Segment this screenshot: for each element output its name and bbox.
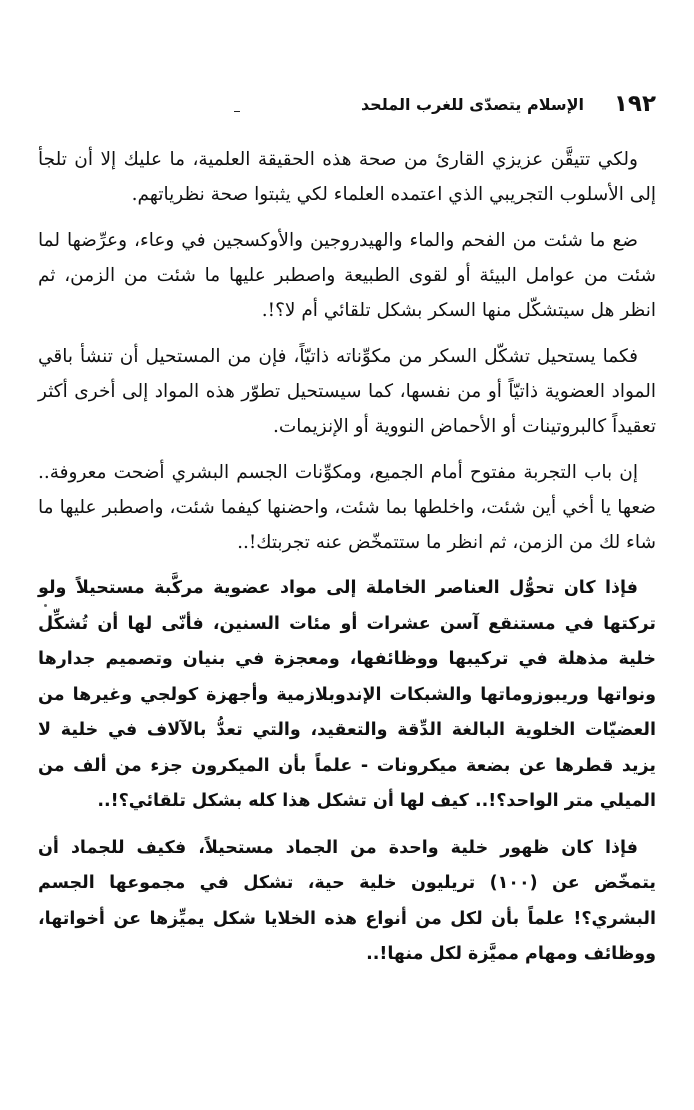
page-body [38,142,656,984]
print-speck [44,604,47,607]
paragraph-1: ولكي تتيقَّن عزيزي القارئ من صحة هذه الحقيقة العلمية، ما عليك إلا أن تلجأ إلى الأسلوب التجريبي الذي اعتمده العلماء لكي يثبتوا صحة نظرياتهم. [38,149,656,205]
paragraph-2: ضع ما شئت من الفحم والماء والهيدروجين والأوكسجين في وعاء، وعرِّضها لما شئت من عوامل البيئة أو لقوى الطبيعة واصطبر عليها ما شئت من الزمن، ثم انظر هل سيتشكّل منها السكر بشكل تلقائي أم لا؟!. [38,230,656,321]
page-header [34,88,656,122]
paragraph-4: إن باب التجربة مفتوح أمام الجميع، ومكوِّنات الجسم البشري أضحت معروفة.. ضعها يا أخي أين شئت، واخلطها بما شئت، واحضنها كيفما شئت، واصطبر عليها ما شاء لك من الزمن، ثم انظر ما ستتمخّض عنه تجربتك!.. [38,462,656,553]
paragraph-6-bold: فإذا كان ظهور خلية واحدة من الجماد مستحيلاً، فكيف للجماد أن يتمخّض عن (١٠٠) تريليون خلية حية، تشكل في مجموعها الجسم البشري؟! علماً بأن لكل من أنواع هذه الخلايا شكل يميِّزها عن أخواتها، ووظائف ومهام مميَّزة لكل منها!.. [38,837,656,964]
page-number: ١٩٢ [613,91,656,117]
running-title: الإسلام يتصدّى للغرب الملحد [360,95,584,114]
paragraph-3: فكما يستحيل تشكّل السكر من مكوِّناته ذاتيّاً، فإن من المستحيل أن تنشأ باقي المواد العضوية ذاتيّاً أو من نفسها، كما سيستحيل تطوّر هذه المواد إلى أخرى أكثر تعقيداً كالبروتينات أو الأحماض النووية أو الإنزيمات. [38,346,656,437]
paragraph-5-bold: فإذا كان تحوُّل العناصر الخاملة إلى مواد عضوية مركَّبة مستحيلاً ولو تركتها في مستنقع آسن عشرات أو مئات السنين، فأنّى لها أن تُشكِّل خلية مذهلة في تركيبها ووظائفها، ومعجزة في بنيان وتصميم جدارها ونواتها وريبوزوماتها والشبكات الإندوبلازمية وأجهزة كولجي وغيرها من العضيّات الخلوية البالغة الدِّقة والتعقيد، والتي تعدُّ بالآلاف في خلية لا يزيد قطرها عن بضعة ميكرونات - علماً بأن الميكرون جزء من ألف من الميلي متر الواحد؟!.. كيف لها أن تشكل هذا كله بشكل تلقائي؟!.. [38,578,656,811]
header-rule [234,111,240,112]
